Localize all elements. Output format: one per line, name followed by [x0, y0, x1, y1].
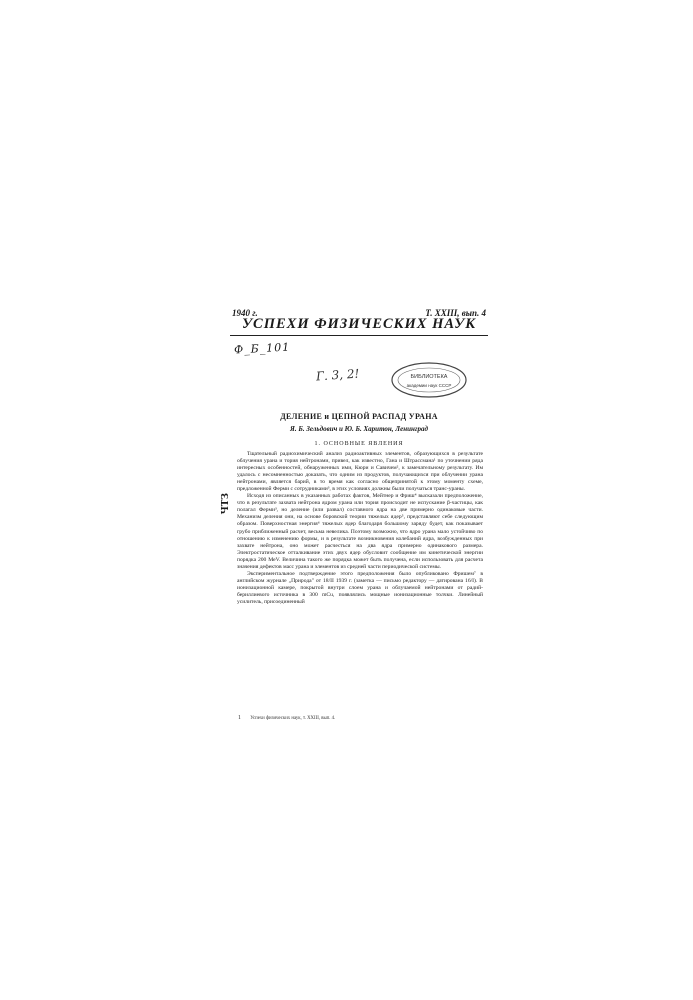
journal-title: УСПЕХИ ФИЗИЧЕСКИХ НАУК: [230, 316, 488, 336]
page-number: 1: [238, 715, 241, 721]
article-title: ДЕЛЕНИЕ и ЦЕПНОЙ РАСПАД УРАНА: [280, 412, 438, 421]
section-heading: 1. ОСНОВНЫЕ ЯВЛЕНИЯ: [314, 441, 404, 447]
stamp-line-2: академии наук СССР: [406, 383, 452, 388]
stamp-line-1: БИБЛИОТЕКА: [410, 374, 448, 380]
journal-page: [221, 308, 488, 721]
paragraph-3: Экспериментальное подтверждение этого предположения было опубликовано Фришем⁷ в английском журнале „Природа" от 18/II 1939 г. (заметка — письмо редактору — датирована 16/I). В ионизационной камере, покрытой внутри слоем урана и облучаемой нейтронами от радий-бериллиевого источника в 300 mCu, появлялись мощные ионизационные толчки. Линейный усилитель, присоединенный: [237, 570, 483, 605]
article-authors: Я. Б. Зельдович и Ю. Б. Харитон, Ленинград: [290, 425, 428, 433]
running-title: Успехи физических наук, т. XXIII, вып. 4.: [250, 716, 336, 721]
margin-handwritten-note: ЧТЗ: [221, 493, 231, 515]
page-footer: [238, 715, 335, 721]
library-stamp: [390, 360, 468, 400]
issue-year: 1940 г.: [232, 308, 258, 318]
paragraph-1: Тщательный радиохимический анализ радиоактивных элементов, образующихся в результате облучения урана и тория нейтронами, привел, как известно, Гана и Штрассмана¹ по уточнении ряда интересных особенностей, обнаруженных ими, Кюри и Савичем², к замечательному результату. Им удалось с несомненностью доказать, что одним из продуктов, получающихся при облучении урана нейтронами, является барий, в то время как согласно общепринятой к этому моменту схеме, предложенной Ферми с сотрудниками³, в этих условиях должны были получаться транс-ураны.: [237, 451, 483, 493]
handwritten-shelf-mark: Ф_Б_101: [233, 340, 291, 357]
handwritten-note: Г. 3, 2!: [315, 366, 360, 384]
issue-volume: Т. XXIII, вып. 4: [425, 308, 486, 318]
article-body: [237, 451, 483, 606]
paragraph-2: Исходя из описанных в указанных работах фактов, Мейтнер и Фриш⁴ высказали предположение, что в результате захвата нейтрона ядром урана или тория происходит не испускание β-частицы, как полагал Ферми³, но деление (или развал) составного ядра на две примерно одинаковые части. Механизм деления они, на основе боровской теории тяжелых ядер⁵, представляют себе следующим образом. Поверхностная энергия⁶ тяжелых ядер благодаря большому заряду будет, как показывает грубо приближенный расчет, весьма невелика. Поэтому возможно, что ядро урана мало устойчиво по отношению к изменению формы, и в результате возникновения колебаний ядра, возбужденных при захвате нейтрона, оно может расчесться на два ядра примерно одинакового размера. Электростатическое отталкивание этих двух ядер обусловит сообщение им кинетической энергии порядка 200 MeV. Величина такого же порядка может быть получена, если использовать для расчета значения дефектов масс урана и элементов из средней части периодической системы.: [237, 493, 483, 570]
